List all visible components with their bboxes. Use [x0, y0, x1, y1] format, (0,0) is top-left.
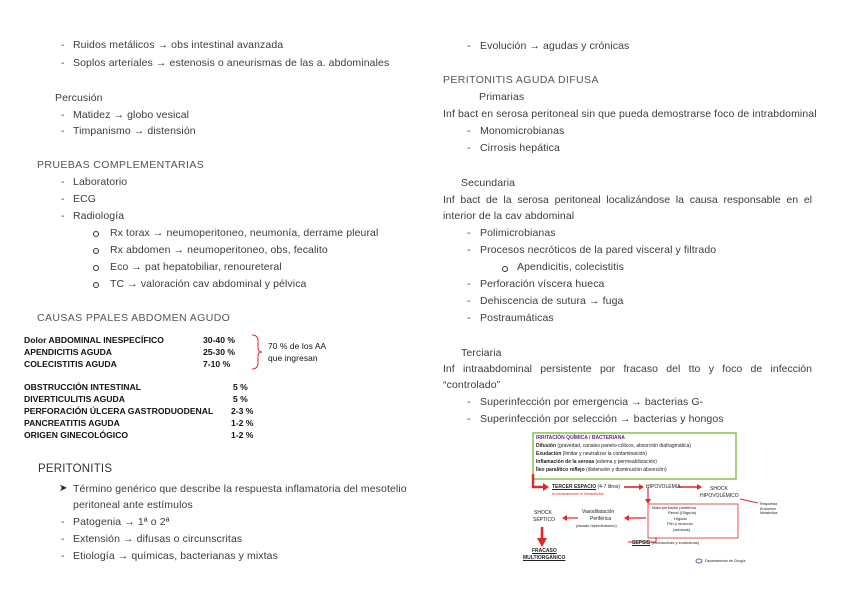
cause-name: APENDICITIS AGUDA	[24, 347, 113, 357]
dehiscencia-item: Dehiscencia de sutura → fuga	[480, 295, 624, 307]
bullet-dash: -	[467, 227, 471, 239]
secundaria-heading: Secundaria	[461, 177, 516, 189]
bullet-circle	[93, 282, 99, 288]
evolucion-item: Evolución → agudas y crónicas	[480, 40, 630, 52]
ruidos-item: Ruidos metálicos → obs intestinal avanzada	[73, 39, 284, 51]
bullet-dash: -	[467, 312, 471, 324]
shock-hipo-label-2: HIPOVOLÉMICO	[700, 493, 739, 499]
percusion-heading: Percusión	[55, 92, 103, 104]
cause-pct: 25-30 %	[203, 347, 236, 357]
polimicrobianas-item: Polimicrobianas	[480, 227, 556, 239]
cause-name: COLECISTITIS AGUDA	[24, 359, 117, 369]
termino-line1: Término genérico que describe la respuesta inflamatoria del mesotelio	[73, 483, 407, 495]
cause-name: PANCREATITIS AGUDA	[24, 418, 120, 428]
peritonitis-heading: PERITONITIS	[38, 463, 113, 475]
primarias-heading: Primarias	[479, 91, 525, 103]
bullet-dash: -	[61, 516, 65, 528]
bullet-dash: -	[467, 125, 471, 137]
extension-item: Extensión → difusas o circunscritas	[73, 533, 243, 545]
bullet-circle	[93, 265, 99, 271]
sup-seleccion-item: Superinfección por selección → bacterias y hongos	[480, 413, 724, 425]
bullet-dash: -	[61, 550, 65, 562]
peritonitis-diagram	[523, 430, 790, 570]
cause-pct: 1-2 %	[231, 430, 254, 440]
brace-note: 70 % de los AA	[268, 341, 327, 351]
bullet-dash: -	[467, 278, 471, 290]
sepsis-note: (endotoxinas y exotoxinas)	[651, 540, 700, 545]
diagram-label: Difusión	[536, 443, 556, 449]
cause-name: ORIGEN GINECOLÓGICO	[24, 430, 129, 440]
bullet-dash: -	[61, 57, 65, 69]
sepsis-label: SEPSIS	[632, 540, 651, 546]
terciaria-heading: Terciaria	[461, 347, 502, 359]
diagram-title: IRRITACIÓN QUÍMICA / BACTERIANA	[536, 435, 625, 441]
monomicrobianas-item: Monomicrobianas	[480, 125, 565, 137]
tercer-espacio-sub: (4-7 litros)	[597, 484, 620, 490]
patogenia-item: Patogenia → 1ª o 2ª	[73, 516, 170, 528]
bullet-dash: -	[467, 295, 471, 307]
cause-pct: 2-3 %	[231, 406, 254, 416]
soplos-item: Soplos arteriales → estenosis o aneurismas de las a. abdominales	[73, 57, 390, 69]
causas-heading: CAUSAS PPALES ABDOMEN AGUDO	[37, 312, 231, 324]
bullet-dash: -	[61, 109, 65, 121]
bullet-dash: -	[467, 413, 471, 425]
terciaria-text-line2: “controlado”	[443, 379, 501, 391]
shock-hipo-label-1: SHOCK	[710, 486, 728, 492]
diagram-label: Íleo paralítico reflejo	[536, 467, 585, 473]
tercer-espacio-note: in intravascular in intracelular	[552, 491, 604, 496]
bullet-circle	[502, 266, 508, 272]
difusa-heading: PERITONITIS AGUDA DIFUSA	[443, 74, 599, 86]
bullet-dash: -	[61, 125, 65, 137]
terciaria-text-line1: Inf intraabdominal persistente por fracaso del tto y foco de infección	[443, 363, 812, 375]
sup-emergencia-item: Superinfección por emergencia → bacterias G-	[480, 396, 704, 408]
diagram-text: (edema y permeabilización)	[595, 459, 657, 465]
bullet-dash: -	[61, 39, 65, 51]
vasodilatacion-label-3: (estado hiperdinámico)	[576, 523, 617, 528]
termino-line2: peritoneal ante estímulos	[73, 499, 193, 511]
diagram-label: Inflamación de la serosa	[536, 459, 595, 465]
matidez-item: Matidez → globo vesical	[73, 109, 190, 121]
cause-pct: 30-40 %	[203, 335, 236, 345]
secundaria-text-line2: interior de la cav abdominal	[443, 210, 575, 222]
bullet-dash: -	[61, 176, 65, 188]
diagram-label: Exudación	[536, 451, 562, 457]
arrow-bullet-icon: ➤	[59, 483, 68, 494]
cause-pct: 7-10 %	[203, 359, 231, 369]
shock-septico-label-2: SÉPTICO	[533, 517, 555, 523]
bullet-circle	[93, 231, 99, 237]
tc-item: TC → valoración cav abdominal y pélvica	[110, 278, 307, 290]
fracaso-label-1: FRACASO	[532, 548, 557, 554]
cause-name: OBSTRUCCIÓN INTESTINAL	[24, 382, 141, 392]
bullet-dash: -	[467, 40, 471, 52]
mala-perfusion-2: Renal (Oliguria)	[668, 510, 697, 515]
pruebas-heading: PRUEBAS COMPLEMENTARIAS	[37, 159, 205, 171]
department-label: Departamento de Cirugía	[705, 559, 746, 563]
vasodilatacion-label-2: Periférica	[590, 516, 612, 522]
brace-note: que ingresan	[268, 353, 318, 363]
cirrosis-item: Cirrosis hepática	[480, 142, 560, 154]
tercer-espacio-label: TERCER ESPACIO	[552, 484, 597, 490]
diagram-text: (distensión y disminución absorción)	[586, 467, 667, 473]
cause-name: DIVERTICULITIS AGUDA	[24, 394, 125, 404]
red-brace	[250, 333, 264, 371]
mala-perfusion-4: Piel y músculo	[667, 521, 693, 526]
bullet-dash: -	[467, 396, 471, 408]
rx-abdomen-item: Rx abdomen → neumoperitoneo, obs, fecalito	[110, 244, 328, 256]
cause-name: PERFORACIÓN ÚLCERA GASTRODUODENAL	[24, 406, 214, 416]
vasodilatacion-label-1: Vasodilatación	[582, 509, 615, 515]
bullet-dash: -	[61, 193, 65, 205]
diagram-text: (gravedad, canales parieto-cólicos, absorción diafragmática)	[557, 443, 692, 449]
ecg-item: ECG	[73, 193, 97, 205]
primarias-text: Inf bact en serosa peritoneal sin que pueda demostrarse foco de intrabdominal	[443, 108, 817, 120]
cause-pct: 5 %	[233, 382, 248, 392]
bullet-dash: -	[467, 142, 471, 154]
timpanismo-item: Timpanismo → distensión	[73, 125, 196, 137]
mala-perfusion-1: Mala perfusión periférica	[652, 505, 696, 510]
fracaso-label-2: MULTIORGÁNICO	[523, 555, 566, 561]
diagram-text: (limitar y neutralizar la contaminación)	[562, 451, 647, 457]
rx-torax-item: Rx torax → neumoperitoneo, neumonía, derrame pleural	[110, 227, 379, 239]
bullet-dash: -	[61, 533, 65, 545]
cause-name: Dolor ABDOMINAL INESPECÍFICO	[24, 335, 164, 345]
apendicitis-item: Apendicitis, colecistitis	[517, 261, 624, 273]
radiologia-item: Radiología	[73, 210, 125, 222]
bullet-dash: -	[61, 210, 65, 222]
laboratorio-item: Laboratorio	[73, 176, 128, 188]
cause-pct: 5 %	[233, 394, 248, 404]
cause-pct: 1-2 %	[231, 418, 254, 428]
perforacion-item: Perforación víscera hueca	[480, 278, 605, 290]
mala-perfusion-3: Hígado	[674, 516, 687, 521]
mala-perfusion-5: (acidosis)	[673, 527, 691, 532]
eco-item: Eco → pat hepatobiliar, renoureteral	[110, 261, 282, 273]
shock-septico-label-1: SHOCK	[534, 510, 552, 516]
respuesta-note: Respuesta Endocrino Metabólica	[760, 502, 778, 515]
hipovolemia-label: HIPOVOLEMIA	[646, 484, 681, 490]
bullet-circle	[93, 248, 99, 254]
secundaria-text-line1: Inf bact de la serosa peritoneal localizándose la causa responsable en el	[443, 194, 812, 206]
procesos-item: Procesos necróticos de la pared visceral y filtrado	[480, 244, 717, 256]
bullet-dash: -	[467, 244, 471, 256]
etiologia-item: Etiología → químicas, bacterianas y mixtas	[73, 550, 278, 562]
postraumaticas-item: Postraumáticas	[480, 312, 554, 324]
red-arrow	[533, 474, 544, 487]
